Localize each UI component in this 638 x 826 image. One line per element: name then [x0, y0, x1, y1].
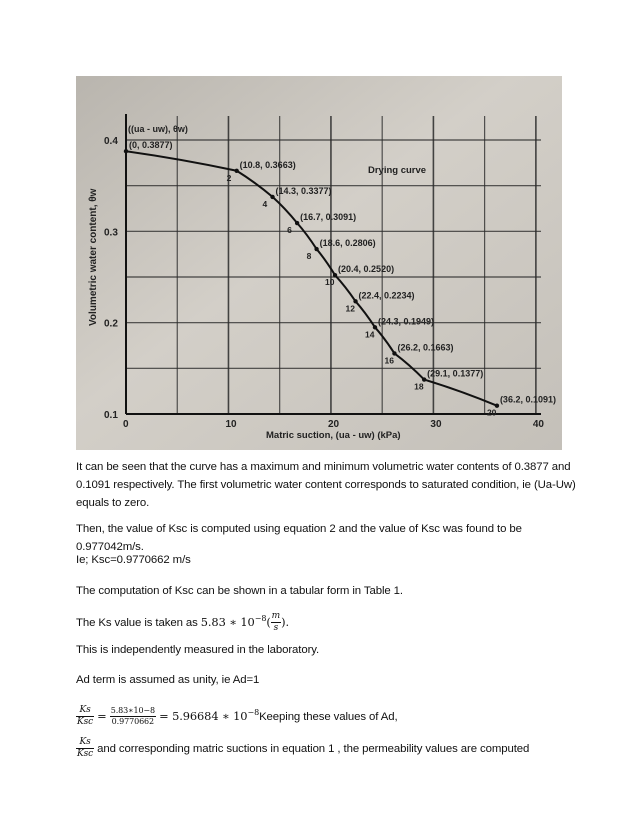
eq-result: = 5.96684 ∗ 10 [159, 708, 248, 723]
point-number: 10 [325, 277, 335, 288]
figure-photo [76, 76, 562, 450]
point-number: 8 [306, 251, 312, 262]
ks-unit-den: s [273, 623, 279, 634]
eq-lhs-den: Ksc [77, 717, 94, 728]
ks-prefix: The Ks value is taken as [76, 616, 201, 629]
point-number: 20 [486, 407, 497, 418]
curve-label: Drying curve [368, 165, 427, 176]
eq-mid-fraction [110, 706, 156, 727]
y-tick-label: 0.3 [104, 227, 118, 239]
drying-curve-chart [76, 76, 562, 450]
y-axis-title: Volumetric water content, θw [88, 188, 99, 326]
eq-result-exponent: −8 [247, 708, 260, 717]
eq-lhs-num: Ks [76, 705, 94, 717]
x-tick-label: 40 [532, 419, 545, 430]
equation-ks-ksc: $\frac{Ks}{\text{Ksc}}$ = $\frac{5.83∗10-8}{0.9770662}$ = 5.96684 ∗ $10^{-8}Keeping$ these values of Ad, [77, 705, 398, 728]
x-tick-label: 0 [123, 419, 129, 430]
eq-mid-den: 0.9770662 [111, 717, 155, 727]
eq-mid-num: 5.83∗10−8 [110, 706, 156, 716]
point-number: 12 [345, 303, 355, 314]
data-point [295, 221, 299, 225]
point-number: 14 [365, 329, 375, 340]
eq-lhs-fraction [76, 705, 94, 728]
paragraph-ks-value: The Ks value is taken as 5.83 ∗ $10^{-8}$( $\frac{m}{s}$ ). [76, 611, 289, 634]
data-point [234, 169, 238, 173]
paragraph-ksc-computation: Then, the value of Ksc is computed using equation 2 and the value of Ksc was found to be 0.977042m/s. [76, 523, 522, 553]
paragraph-ksc-value: Ie; Ksc=0.9770662 m/s [76, 554, 191, 566]
y-tick-label: 0.1 [104, 410, 118, 421]
paragraph-permeability [76, 736, 576, 762]
data-point [270, 195, 274, 199]
ks-unit [271, 611, 281, 634]
point-number: 4 [262, 198, 268, 209]
paragraph-ad-term: Ad term is assumed as unity, ie Ad=1 [76, 674, 260, 686]
ks-value: 5.83 ∗ 10 [200, 614, 255, 629]
point-label: (29.1, 0.1377) [427, 368, 484, 379]
x-tick-label: 30 [430, 419, 442, 430]
point-label: (14.3, 0.3377) [275, 185, 332, 196]
last-num: Ks [76, 737, 94, 749]
last-text: and corresponding matric suctions in equation 1 , the permeability values are computed [94, 743, 530, 755]
last-fraction [76, 737, 94, 760]
paragraph-curve-description [76, 458, 576, 512]
point-label: (36.2, 0.1091) [499, 394, 556, 405]
p1-line3: equals to zero. [76, 497, 150, 509]
point-label: (16.7, 0.3091) [300, 212, 357, 223]
point-number: 16 [384, 355, 394, 366]
data-point [314, 247, 318, 251]
point-label: (24.3, 0.1949) [378, 316, 435, 327]
point-label: (26.2, 0.1663) [397, 342, 454, 353]
p1-line2: 0.1091 respectively. The first volumetric water content corresponds to saturated condition, ie (Ua-Uw) [76, 479, 576, 491]
y-tick-label: 0.4 [104, 136, 118, 147]
point-label: (18.6, 0.2806) [319, 238, 376, 249]
x-axis-title: Matric suction, (ua - uw) (kPa) [266, 430, 401, 441]
p1-line1: It can be seen that the curve has a maximum and minimum volumetric water contents of 0.3877 and [76, 461, 571, 473]
legend-label: ((ua - uw), θw) [128, 124, 188, 134]
data-point [124, 149, 128, 153]
point-label: (10.8, 0.3663) [239, 159, 296, 170]
ks-unit-num: m [271, 611, 281, 622]
point-label: (20.4, 0.2520) [338, 264, 395, 275]
point-number: 2 [226, 172, 232, 183]
eq-tail: Keeping these values of Ad, [259, 710, 398, 723]
last-den: Ksc [77, 749, 94, 760]
paragraph-table-reference: The computation of Ksc can be shown in a tabular form in Table 1. [76, 585, 403, 597]
ks-exponent: −8 [254, 614, 267, 623]
point-label: (0, 0.3877) [129, 140, 173, 151]
point-number: 18 [414, 381, 424, 392]
x-tick-label: 20 [327, 419, 340, 430]
point-label: (22.4, 0.2234) [358, 290, 415, 301]
paragraph-lab-measure: This is independently measured in the laboratory. [76, 644, 320, 656]
y-tick-label: 0.2 [104, 318, 118, 330]
point-number: 6 [287, 225, 292, 236]
x-tick-label: 10 [225, 419, 237, 430]
